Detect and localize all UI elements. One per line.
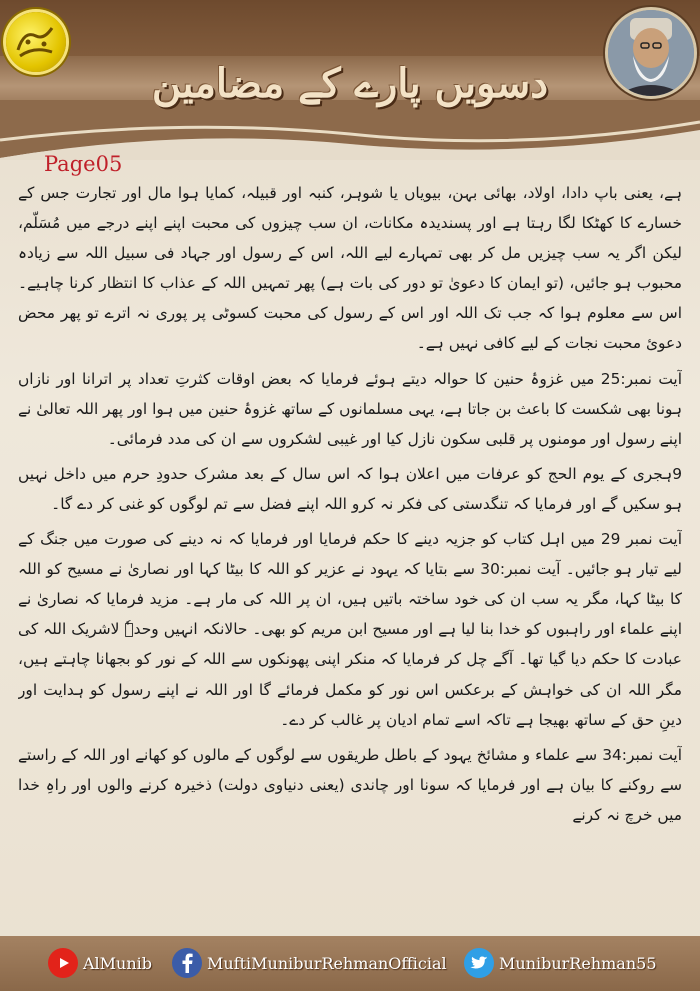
social-footer [0,936,700,991]
quran-calligraphy-logo [6,12,66,72]
paragraph: 9ہجری کے یوم الحج کو عرفات میں اعلان ہوا کہ اس سال کے بعد مشرک حدودِ حرم میں داخل نہیں ہو سکیں گے اور فرمایا کہ تنگدستی کی فکر نہ کرو اللہ اپنے فضل سے تم لوگوں کو غنی کر دے گا۔ [18,464,682,513]
header-banner [0,0,700,150]
page-title: دسویں پارے کے مضامین [151,60,549,107]
twitter-icon [464,948,494,978]
youtube-icon [48,948,78,978]
page-number-label: Page05 [44,152,123,176]
paragraph: ہے، یعنی باپ دادا، اولاد، بھائی بہن، بیویاں یا شوہر، کنبہ اور قبیلہ، کمایا ہوا مال اور تجارت جس کے خسارے کا کھٹکا لگا رہتا ہے اور پسندیدہ مکانات، ان سب چیزوں کی محبت اپنے اپنے درجے میں مُسَلّم، لیکن اگر یہ سب چیزیں مل کر بھی تمہارے لیے اللہ، اس کے رسول اور جہاد فی سبیل اللہ سے زیادہ محبوب ہو جائیں، (تو ایمان کا دعویٰ تو دور کی بات ہے) پھر تمہیں اللہ کے عذاب کا انتظار کرنا چاہیے۔ اس سے معلوم ہوا کہ جب تک اللہ اور اس کے رسول کی محبت کسوٹی پر پوری نہ اترے تو پھر محض دعویٔ محبت نجات کے لیے کافی نہیں ہے۔ [18,184,682,353]
facebook-label: MuftiMuniburRehmanOfficial [207,953,447,973]
youtube-link[interactable] [48,946,152,980]
article-body [18,178,682,926]
paragraph: آیت نمبر:34 سے علماء و مشائخ یہود کے باطل طریقوں سے لوگوں کے مالوں کو کھانے اور اللہ کے راستے سے روکنے کا بیان ہے اور فرمایا کہ سونا اور چاندی (یعنی دنیاوی دولت) ذخیرہ کرنے والوں اور راہِ خدا میں خرچ نہ کرنے [18,745,682,824]
author-portrait-avatar [608,10,694,96]
youtube-label: AlMunib [83,953,153,973]
twitter-label: MuniburRehman55 [499,953,657,973]
paragraph: آیت نمبر:25 میں غزوۂ حنین کا حوالہ دیتے ہوئے فرمایا کہ بعض اوقات کثرتِ تعداد پر اترانا اور نازاں ہونا بھی شکست کا باعث بن جاتا ہے، یہی مسلمانوں کے ساتھ غزوۂ حنین میں ہوا اور پھر اللہ تعالیٰ نے اپنے رسول اور مومنوں پر قلبی سکون نازل کیا اور غیبی لشکروں سے ان کی مدد فرمائی۔ [18,369,682,448]
facebook-link[interactable] [172,946,447,980]
facebook-icon [172,948,202,978]
author-portrait-icon [608,10,694,96]
twitter-link[interactable] [464,946,657,980]
paragraph: آیت نمبر 29 میں اہل کتاب کو جزیہ دینے کا حکم فرمایا اور فرمایا کہ نہ دینے کی صورت میں جنگ کے لیے تیار ہو جائیں۔ آیت نمبر:30 سے بتایا کہ یہود نے عزیر کو اللہ کا بیٹا کہا اور نصاریٰ نے مسیح کو اللہ کا بیٹا کہا، مگر یہ سب ان کی خود ساختہ باتیں ہیں، ان پر اللہ کی مار ہے۔ مزید فرمایا کہ نصاریٰ نے اپنے علماء اور راہبوں کو خدا بنا لیا ہے اور مسیح ابن مریم کو بھی۔ حالانکہ انہیں وحدہٗ لاشریک اللہ کی عبادت کا حکم دیا گیا تھا۔ آگے چل کر فرمایا کہ منکر اپنی پھونکوں سے اللہ کے نور کو بجھانا چاہتے ہیں، مگر اللہ ان کی خواہش کے برعکس اس نور کو مکمل فرمائے گا اور اللہ نے اپنے رسول کو ہدایت اور دینِ حق کے ساتھ بھیجا ہے تاکہ اسے تمام ادیان پر غالب کر دے۔ [18,530,682,729]
